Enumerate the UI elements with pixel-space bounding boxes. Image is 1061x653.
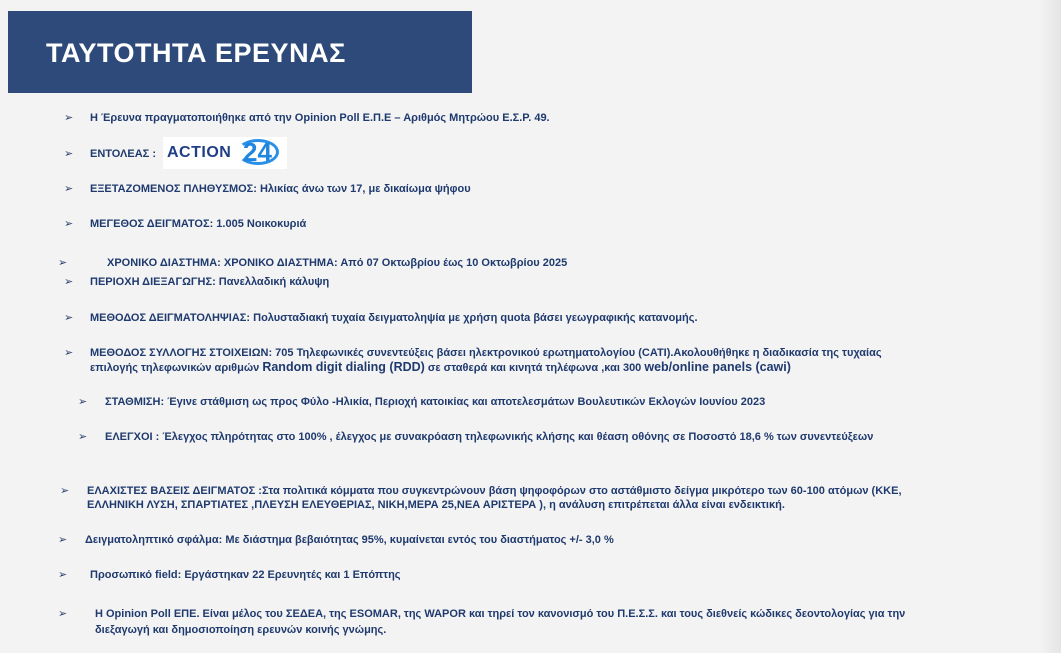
area-line: ΠΕΡΙΟΧΗ ΔΙΕΞΑΓΩΓΗΣ: Πανελλαδική κάλυψη bbox=[90, 276, 330, 288]
data-collection-line-2 bbox=[90, 360, 791, 376]
population-line: ΕΞΕΤΑΖΟΜΕΝΟΣ ΠΛΗΘΥΣΜΟΣ: Ηλικίας άνω των 17, με δικαίωμα ψήφου bbox=[90, 183, 471, 195]
data-collection-line-1: ΜΕΘΟΔΟΣ ΣΥΛΛΟΓΗΣ ΣΤΟΙΧΕΙΩΝ: 705 Τηλεφωνικές συνεντεύξεις βάσει ηλεκτρονικού ερωτηματολογίου (CATI).Ακολουθήθηκε η διαδικασία της τυχαίας bbox=[90, 347, 882, 359]
bullet-arrow-icon: ➢ bbox=[64, 148, 74, 160]
data-collection-text: επιλογής τηλεφωνικών αριθμών bbox=[90, 362, 263, 374]
bullet-arrow-icon: ➢ bbox=[64, 276, 74, 288]
logo-text-number: 24 bbox=[243, 137, 272, 167]
sampling-error-line: Δειγματοληπτικό σφάλμα: Με διάστημα βεβαιότητας 95%, κυμαίνεται εντός του διαστήματος +/- 3,0 % bbox=[85, 534, 614, 546]
client-label: ΕΝΤΟΛΕΑΣ : bbox=[90, 148, 156, 160]
bullet-arrow-icon: ➢ bbox=[64, 112, 74, 124]
min-bases-line-1: ΕΛΑΧΙΣΤΕΣ ΒΑΣΕΙΣ ΔΕΙΓΜΑΤΟΣ :Στα πολιτικά κόμματα που συγκεντρώνουν βάση ψηφοφόρων στο αστάθμιστο δείγμα μικρότερο των 60-100 ατόμων (ΚΚΕ, bbox=[87, 485, 902, 497]
web-panels-text: web/online panels (cawi) bbox=[644, 360, 791, 374]
controls-line: ΕΛΕΓΧΟΙ : Έλεγχος πληρότητας στο 100% , έλεγχος με συνακρόαση τηλεφωνικής κλήσης και θέαση οθόνης σε Ποσοστό 18,6 % των συνεντεύξεων bbox=[105, 431, 874, 443]
slide-edge-shadow bbox=[1039, 0, 1061, 653]
min-bases-line-2: ΕΛΛΗΝΙΚΗ ΛΥΣΗ, ΣΠΑΡΤΙΑΤΕΣ ,ΠΛΕΥΣΗ ΕΛΕΥΘΕΡΙΑΣ, ΝΙΚΗ,ΜΕΡΑ 25,ΝΕΑ ΑΡΙΣΤΕΡΑ ), η ανάλυση επιτρέπεται άλλα είναι ενδεικτική. bbox=[87, 499, 785, 511]
bullet-arrow-icon: ➢ bbox=[64, 312, 74, 324]
bullet-arrow-icon: ➢ bbox=[64, 347, 74, 359]
bullet-arrow-icon: ➢ bbox=[58, 257, 68, 269]
bullet-arrow-icon: ➢ bbox=[64, 183, 74, 195]
bullet-arrow-icon: ➢ bbox=[60, 485, 70, 497]
bullet-arrow-icon: ➢ bbox=[64, 218, 74, 230]
bullet-arrow-icon: ➢ bbox=[58, 608, 68, 620]
data-collection-text-mid: σε σταθερά και κινητά τηλέφωνα ,και 300 bbox=[424, 362, 645, 374]
bullet-arrow-icon: ➢ bbox=[78, 396, 88, 408]
weighting-line: ΣΤΑΘΜΙΣΗ: Έγινε στάθμιση ως προς Φύλο -Ηλικία, Περιοχή κατοικίας και αποτελεσμάτων Βουλευτικών Εκλογών Ιουνίου 2023 bbox=[105, 396, 766, 408]
membership-line-1: Η Opinion Poll ΕΠΕ. Είναι μέλος του ΣΕΔΕΑ, της ESOMAR, της WAPOR και τηρεί τον κανονισμό του Π.Ε.Σ.Σ. και τους διεθνείς κώδικες δεοντολογίας για την bbox=[95, 608, 906, 620]
logo-text-action: ACTION bbox=[167, 144, 232, 161]
bullet-arrow-icon: ➢ bbox=[78, 431, 88, 443]
bullet-arrow-icon: ➢ bbox=[58, 569, 68, 581]
rdd-text: Random digit dialing (RDD) bbox=[262, 360, 425, 374]
time-period-line: ΧΡΟΝΙΚΟ ΔΙΑΣΤΗΜΑ: ΧΡΟΝΙΚΟ ΔΙΑΣΤΗΜΑ: Από 07 Οκτωβρίου έως 10 Οκτωβρίου 2025 bbox=[107, 257, 568, 269]
membership-line-2: διεξαγωγή και δημοσιοποίηση ερευνών κοινής γνώμης. bbox=[95, 624, 387, 636]
survey-conductor-line: Η Έρευνα πραγματοποιήθηκε από την Opinion Poll Ε.Π.Ε – Αριθμός Μητρώου Ε.Σ.Ρ. 49. bbox=[90, 112, 550, 124]
bullet-arrow-icon: ➢ bbox=[58, 534, 68, 546]
action24-logo bbox=[163, 137, 287, 169]
field-staff-line: Προσωπικό field: Εργάστηκαν 22 Ερευνητές και 1 Επόπτης bbox=[90, 569, 401, 581]
page-title: ΤΑΥΤΟΤΗΤΑ ΕΡΕΥΝΑΣ bbox=[46, 38, 346, 68]
sample-size-line: ΜΕΓΕΘΟΣ ΔΕΙΓΜΑΤΟΣ: 1.005 Νοικοκυριά bbox=[90, 218, 307, 230]
sampling-method-line: ΜΕΘΟΔΟΣ ΔΕΙΓΜΑΤΟΛΗΨΙΑΣ: Πολυσταδιακή τυχαία δειγματοληψία με χρήση quota βάσει γεωγραφικής κατανομής. bbox=[90, 312, 698, 324]
